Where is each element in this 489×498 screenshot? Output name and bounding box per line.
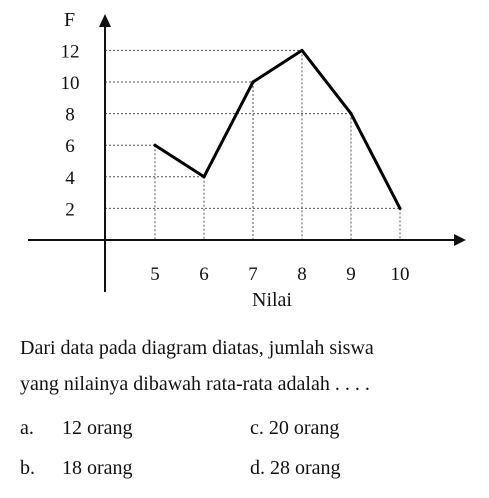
option-a-text: 12 orang (62, 417, 133, 439)
x-tick-label-8: 8 (297, 264, 307, 285)
series-segment-6-7 (204, 82, 253, 177)
option-d[interactable] (250, 456, 341, 480)
y-axis-arrow (99, 14, 111, 27)
x-axis-arrow (454, 234, 466, 246)
data-point-6 (203, 175, 206, 178)
tick-labels (61, 41, 410, 285)
y-tick-label-2: 2 (65, 199, 75, 221)
option-c[interactable] (250, 416, 339, 440)
y-axis-label: F (64, 9, 76, 31)
y-tick-label-6: 6 (65, 136, 75, 158)
option-a-letter: a. (20, 417, 34, 439)
x-tick-label-5: 5 (150, 264, 160, 285)
guide-lines (105, 50, 400, 240)
option-b[interactable] (20, 456, 133, 480)
y-tick-label-8: 8 (65, 104, 75, 126)
question-line-2: yang nilainya dibawah rata-rata adalah . . . . (20, 373, 370, 395)
question-line-1: Dari data pada diagram diatas, jumlah siswa (20, 337, 374, 359)
y-tick-label-12: 12 (60, 41, 80, 63)
series-segment-8-9 (302, 50, 351, 113)
option-b-text: 18 orang (62, 457, 133, 479)
x-tick-label-10: 10 (390, 264, 410, 285)
data-point-7 (252, 81, 255, 84)
data-point-8 (301, 49, 304, 52)
series-segment-7-8 (253, 50, 302, 82)
option-c-letter: c. (250, 417, 264, 439)
x-tick-label-9: 9 (346, 264, 356, 285)
data-point-5 (154, 144, 157, 147)
option-d-text: 28 orang (270, 457, 341, 479)
option-a[interactable] (20, 416, 133, 440)
y-tick-label-4: 4 (65, 167, 75, 189)
series-segment-9-10 (351, 114, 400, 209)
series-segment-5-6 (155, 145, 204, 177)
data-point-9 (350, 112, 353, 115)
x-axis-label: Nilai (252, 289, 292, 311)
x-tick-label-7: 7 (248, 264, 258, 285)
x-tick-label-6: 6 (199, 264, 209, 285)
option-b-letter: b. (20, 457, 35, 479)
series (154, 49, 402, 210)
y-tick-label-10: 10 (60, 73, 80, 94)
data-point-10 (399, 207, 402, 210)
option-d-letter: d. (250, 457, 265, 479)
option-c-text: 20 orang (268, 417, 340, 439)
